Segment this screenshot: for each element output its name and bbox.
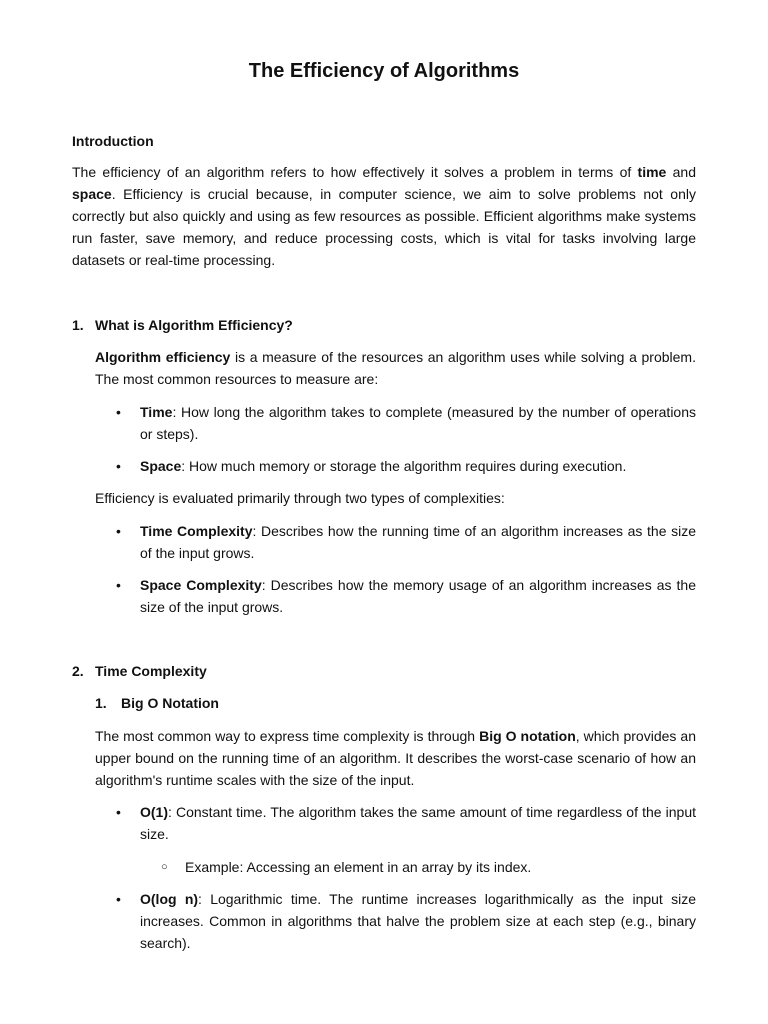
sub-bullet-icon: ○ [161, 861, 168, 873]
section1-number: 1. [72, 317, 84, 333]
complexity-class-text: : Logarithmic time. The runtime increases logarithmically as the input size increases. Common in algorithms that halve the problem size at each step (e.g., binary search). [140, 891, 696, 951]
resource-term: Space [140, 458, 182, 474]
section1-definition [95, 346, 696, 390]
intro-text-1: The efficiency of an algorithm refers to how effectively it solves a problem in terms of [72, 164, 638, 180]
big-o-text-1: The most common way to express time complexity is through [95, 728, 480, 744]
complexity-class-text: : Constant time. The algorithm takes the same amount of time regardless of the input size. [140, 804, 696, 842]
bullet-icon: • [116, 577, 121, 593]
complexity-class-term: O(1) [140, 804, 168, 820]
bullet-icon: • [116, 523, 121, 539]
complexity-term: Space Complexity [140, 577, 262, 593]
intro-text-3: . Efficiency is crucial because, in computer science, we aim to solve problems not only correctly but also quickly and using as few resources as possible. Efficient algorithms make systems run faster, save memory, and reduce processing costs, which is vital for tasks involving large datasets or real-time processing. [72, 186, 696, 268]
intro-bold-time: time [637, 164, 667, 180]
resource-text: : How long the algorithm takes to complete (measured by the number of operations or steps). [140, 404, 696, 442]
section1-heading: What is Algorithm Efficiency? [95, 317, 293, 333]
complexity-text: : Describes how the running time of an algorithm increases as the size of the input grows. [140, 523, 696, 561]
subsection-number: 1. [95, 695, 107, 711]
resource-text: : How much memory or storage the algorithm requires during execution. [181, 458, 627, 474]
section1-eval-text: Efficiency is evaluated primarily through two types of complexities: [95, 490, 505, 506]
big-o-bold: Big O notation [479, 728, 576, 744]
bullet-icon: • [116, 404, 121, 420]
bullet-icon: • [116, 891, 121, 907]
section1-def-text: is a measure of the resources an algorithm uses while solving a problem. The most common resources to measure are: [95, 349, 696, 387]
intro-paragraph [72, 161, 696, 271]
intro-heading: Introduction [72, 133, 154, 149]
bullet-icon: • [116, 804, 121, 820]
intro-text-2: and [666, 164, 696, 180]
example-item: Example: Accessing an element in an array by its index. [185, 859, 532, 875]
complexity-class-term: O(log n) [140, 891, 199, 907]
big-o-paragraph [95, 725, 696, 791]
complexity-item-time [140, 520, 696, 564]
section2-number: 2. [72, 663, 84, 679]
intro-bold-space: space [72, 186, 112, 202]
complexity-class-item [140, 888, 696, 954]
complexity-text: : Describes how the memory usage of an algorithm increases as the size of the input grows. [140, 577, 696, 615]
bullet-icon: • [116, 458, 121, 474]
complexity-class-item [140, 801, 696, 845]
complexity-term: Time Complexity [140, 523, 253, 539]
subsection-heading: Big O Notation [121, 695, 219, 711]
section1-def-bold: Algorithm efficiency [95, 349, 231, 365]
section2-heading: Time Complexity [95, 663, 207, 679]
resource-item-time [140, 401, 696, 445]
resource-item-space [140, 455, 696, 477]
document-title: The Efficiency of Algorithms [248, 60, 520, 82]
resource-term: Time [140, 404, 173, 420]
complexity-item-space [140, 574, 696, 618]
big-o-text-2: , which provides an upper bound on the running time of an algorithm. It describes the worst-case scenario of how an algorithm's runtime scales with the size of the input. [95, 728, 696, 788]
